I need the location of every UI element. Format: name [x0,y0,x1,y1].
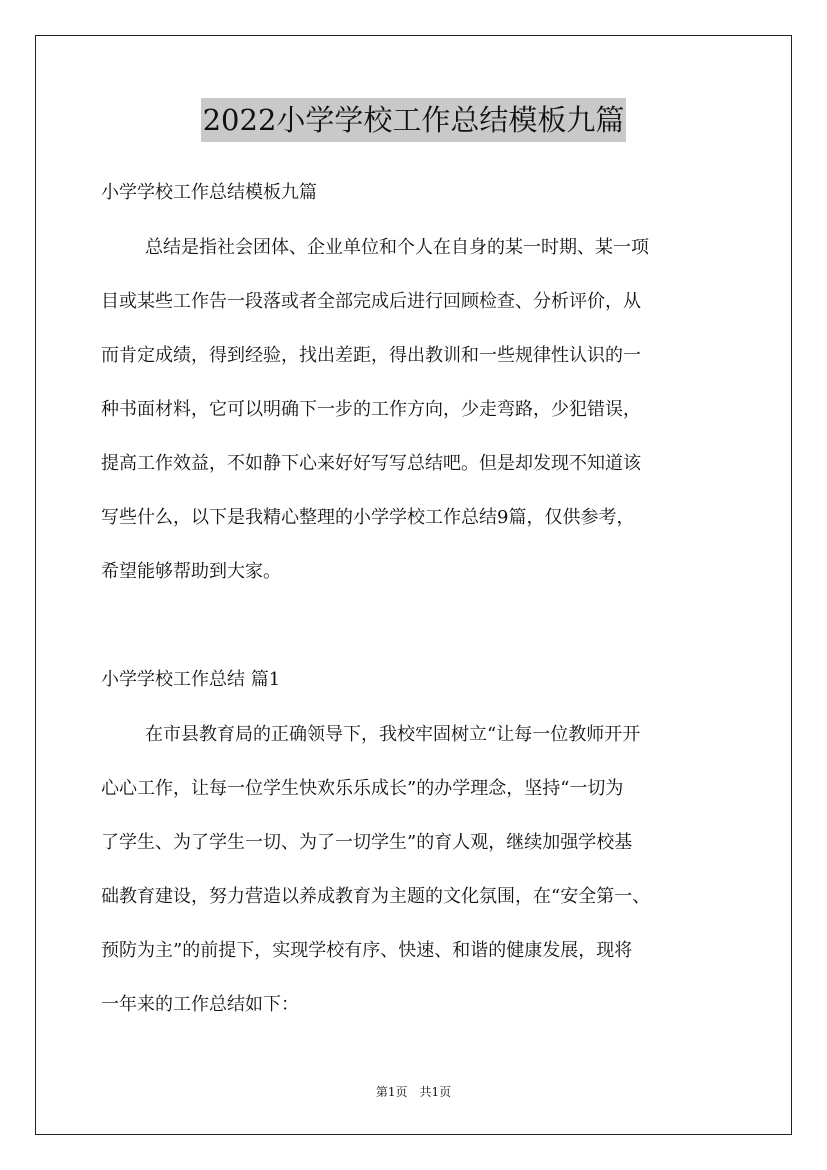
paragraph-line: 一年来的工作总结如下： [101,994,299,1015]
title-container [0,98,827,142]
paragraph-line: 预防为主”的前提下，实现学校有序、快速、和谐的健康发展，现将 [101,940,633,961]
paragraph-line: 而肯定成绩，得到经验，找出差距，得出教训和一些规律性认识的一 [101,345,641,366]
paragraph-line: 在市县教育局的正确领导下，我校牢固树立“让每一位教师开开 [145,724,641,745]
paragraph-line: 写些什么，以下是我精心整理的小学学校工作总结9篇，仅供参考， [101,507,635,528]
paragraph-line: 了学生、为了学生一切、为了一切学生”的育人观，继续加强学校基 [101,832,633,853]
paragraph-line: 心心工作，让每一位学生快欢乐乐成长”的办学理念，坚持“一切为 [101,778,624,799]
paragraph-line: 总结是指社会团体、企业单位和个人在自身的某一时期、某一项 [145,237,649,258]
paragraph-line: 希望能够帮助到大家。 [101,561,281,582]
document-subtitle: 小学学校工作总结模板九篇 [101,182,317,203]
document-title: 2022小学学校工作总结模板九篇 [201,98,627,142]
intro-paragraph [101,236,741,614]
page-footer: 第1页 共1页 [375,1085,452,1099]
section-heading: 小学学校工作总结 篇1 [101,669,281,690]
paragraph-line: 础教育建设，努力营造以养成教育为主题的文化氛围，在“安全第一、 [101,886,651,907]
paragraph-line: 目或某些工作告一段落或者全部完成后进行回顾检查、分析评价，从 [101,291,641,312]
paragraph-line: 提高工作效益，不如静下心来好好写写总结吧。但是却发现不知道该 [101,453,641,474]
paragraph-line: 种书面材料，它可以明确下一步的工作方向，少走弯路，少犯错误， [101,399,641,420]
section-paragraph [101,723,741,1047]
